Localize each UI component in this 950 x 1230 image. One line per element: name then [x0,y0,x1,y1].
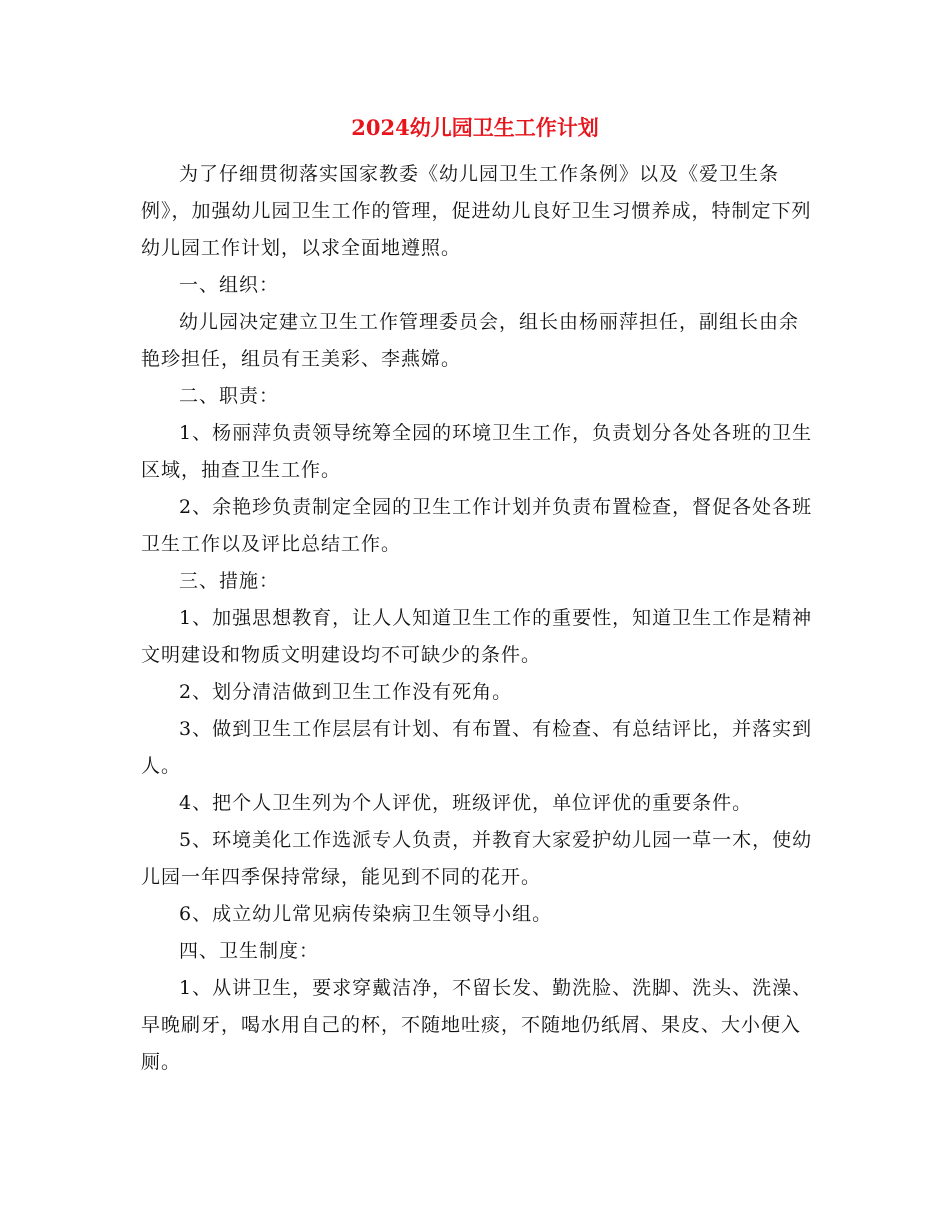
paragraph-measure-2: 2、划分清洁做到卫生工作没有死角。 [179,681,513,703]
paragraph-rule-1: 1、从讲卫生，要求穿戴洁净，不留长发、勤洗脸、洗脚、洗头、洗澡、早晚刷牙，喝水用自己的杯，不随地吐痰，不随地仍纸屑、果皮、大小便入厕。 [141,977,813,1073]
paragraph-duty-1: 1、杨丽萍负责领导统筹全园的环境卫生工作，负责划分各处各班的卫生区域，抽查卫生工作。 [141,422,813,481]
paragraph-intro: 为了仔细贯彻落实国家教委《幼儿园卫生工作条例》以及《爱卫生条例》，加强幼儿园卫生工作的管理，促进幼儿良好卫生习惯养成，特制定下列幼儿园工作计划，以求全面地遵照。 [141,163,812,259]
paragraph-duty-2: 2、余艳珍负责制定全园的卫生工作计划并负责布置检查，督促各处各班卫生工作以及评比总结工作。 [141,496,813,555]
paragraph-measure-5: 5、环境美化工作选派专人负责，并教育大家爱护幼儿园一草一木，使幼儿园一年四季保持常绿，能见到不同的花开。 [141,829,813,888]
paragraph-organization: 幼儿园决定建立卫生工作管理委员会，组长由杨丽萍担任，副组长由余艳珍担任，组员有王美彩、李燕嫦。 [141,311,800,370]
paragraph-measure-4: 4、把个人卫生列为个人评优，班级评优，单位评优的重要条件。 [179,792,753,814]
paragraph-measure-6: 6、成立幼儿常见病传染病卫生领导小组。 [179,903,553,925]
section-heading-duties: 二、职责： [179,385,280,407]
section-heading-rules: 四、卫生制度： [179,940,320,962]
section-heading-organization: 一、组织： [179,274,280,296]
document-body [141,156,813,1081]
document-title: 2024幼儿园卫生工作计划 [351,115,599,140]
paragraph-measure-3: 3、做到卫生工作层层有计划、有布置、有检查、有总结评比，并落实到人。 [141,718,813,777]
paragraph-measure-1: 1、加强思想教育，让人人知道卫生工作的重要性，知道卫生工作是精神文明建设和物质文明建设均不可缺少的条件。 [141,607,813,666]
section-heading-measures: 三、措施： [179,570,280,592]
